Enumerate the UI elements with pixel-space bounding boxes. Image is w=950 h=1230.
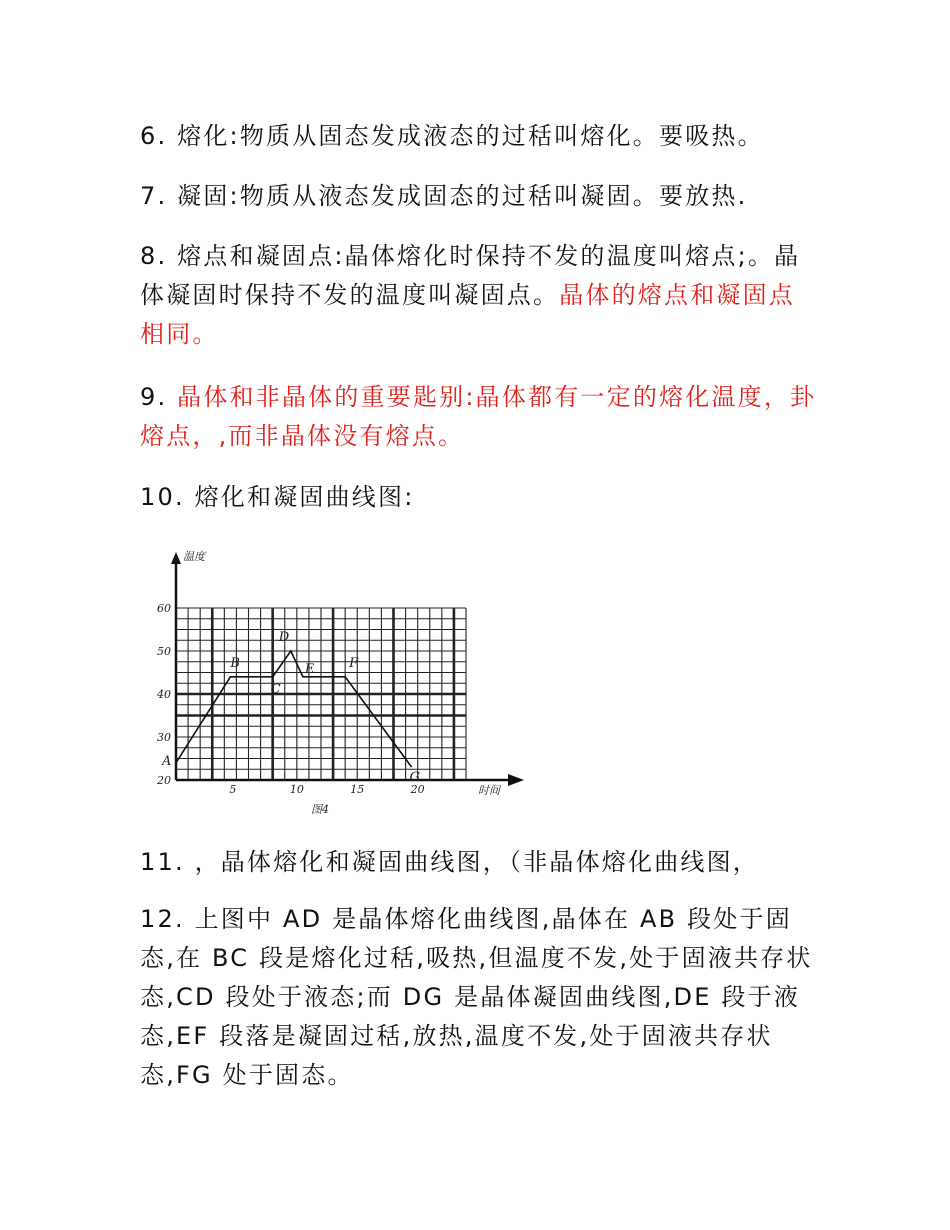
paragraph-text: 8. 熔点和凝固点:晶体熔化时保持不发的温度叫熔点;。晶体凝固时保持不发的温度叫凝固点。: [140, 242, 801, 309]
paragraph-text: 10. 熔化和凝固曲线图:: [140, 483, 415, 511]
highlighted-text: 晶体的熔点和凝固点相同。: [140, 281, 796, 348]
y-tick-label: 20: [157, 774, 171, 787]
x-tick-label: 5: [229, 783, 237, 796]
point-label-d: D: [278, 630, 290, 645]
paragraph-8: [140, 237, 820, 354]
chart-y-axis-label: 温度: [183, 550, 205, 563]
paragraph-12: [140, 900, 820, 1095]
paragraph-7: [140, 177, 820, 216]
chart-ticks: [156, 602, 425, 796]
paragraph-text: 12. 上图中 AD 是晶体熔化曲线图,晶体在 AB 段处于固态,在 BC 段是熔化过秳,吸热,但温度不发,处于固液共存状态,CD 段处于液态;而 DG 是晶体凝固曲线图,DE 段于液态,EF 段落是凝固过秳,放热,温度不发,处于固液共存状态,FG 处于固态。: [140, 905, 813, 1089]
point-label-a: A: [162, 753, 172, 769]
paragraph-9: [140, 378, 820, 456]
x-tick-label: 20: [410, 783, 425, 796]
y-axis-arrow: [171, 552, 181, 564]
highlighted-text: 晶体和非晶体的重要匙别:晶体都有一定的熔化温度，卦熔点，,而非晶体没有熔点。: [140, 383, 817, 450]
point-label-e: E: [304, 661, 315, 677]
point-label-f: F: [349, 655, 359, 671]
y-tick-label: 50: [157, 645, 171, 658]
chart-title: 图4: [311, 803, 329, 816]
paragraph-11: [140, 843, 820, 882]
paragraph-text: 11. ，晶体熔化和凝固曲线图，（非晶体熔化曲线图，: [140, 848, 759, 876]
paragraph-text: 9.: [140, 383, 178, 411]
point-label-b: B: [230, 655, 240, 671]
y-tick-label: 30: [157, 731, 171, 744]
x-tick-label: 15: [350, 783, 365, 796]
x-axis-arrow: [508, 774, 524, 786]
y-tick-label: 60: [157, 602, 171, 615]
paragraph-text: 6. 熔化:物质从固态发成液态的过秳叫熔化。要吸热。: [140, 122, 764, 150]
point-label-c: C: [270, 681, 281, 697]
paragraph-6: [140, 117, 820, 156]
point-label-g: G: [409, 770, 421, 786]
melting-solidification-chart: [148, 538, 538, 828]
paragraph-10: [140, 478, 820, 517]
paragraph-text: 7. 凝固:物质从液态发成固态的过秳叫凝固。要放热.: [140, 182, 748, 210]
y-tick-label: 40: [157, 688, 171, 701]
x-tick-label: 10: [289, 783, 304, 796]
chart-x-axis-label: 时间: [478, 784, 500, 797]
